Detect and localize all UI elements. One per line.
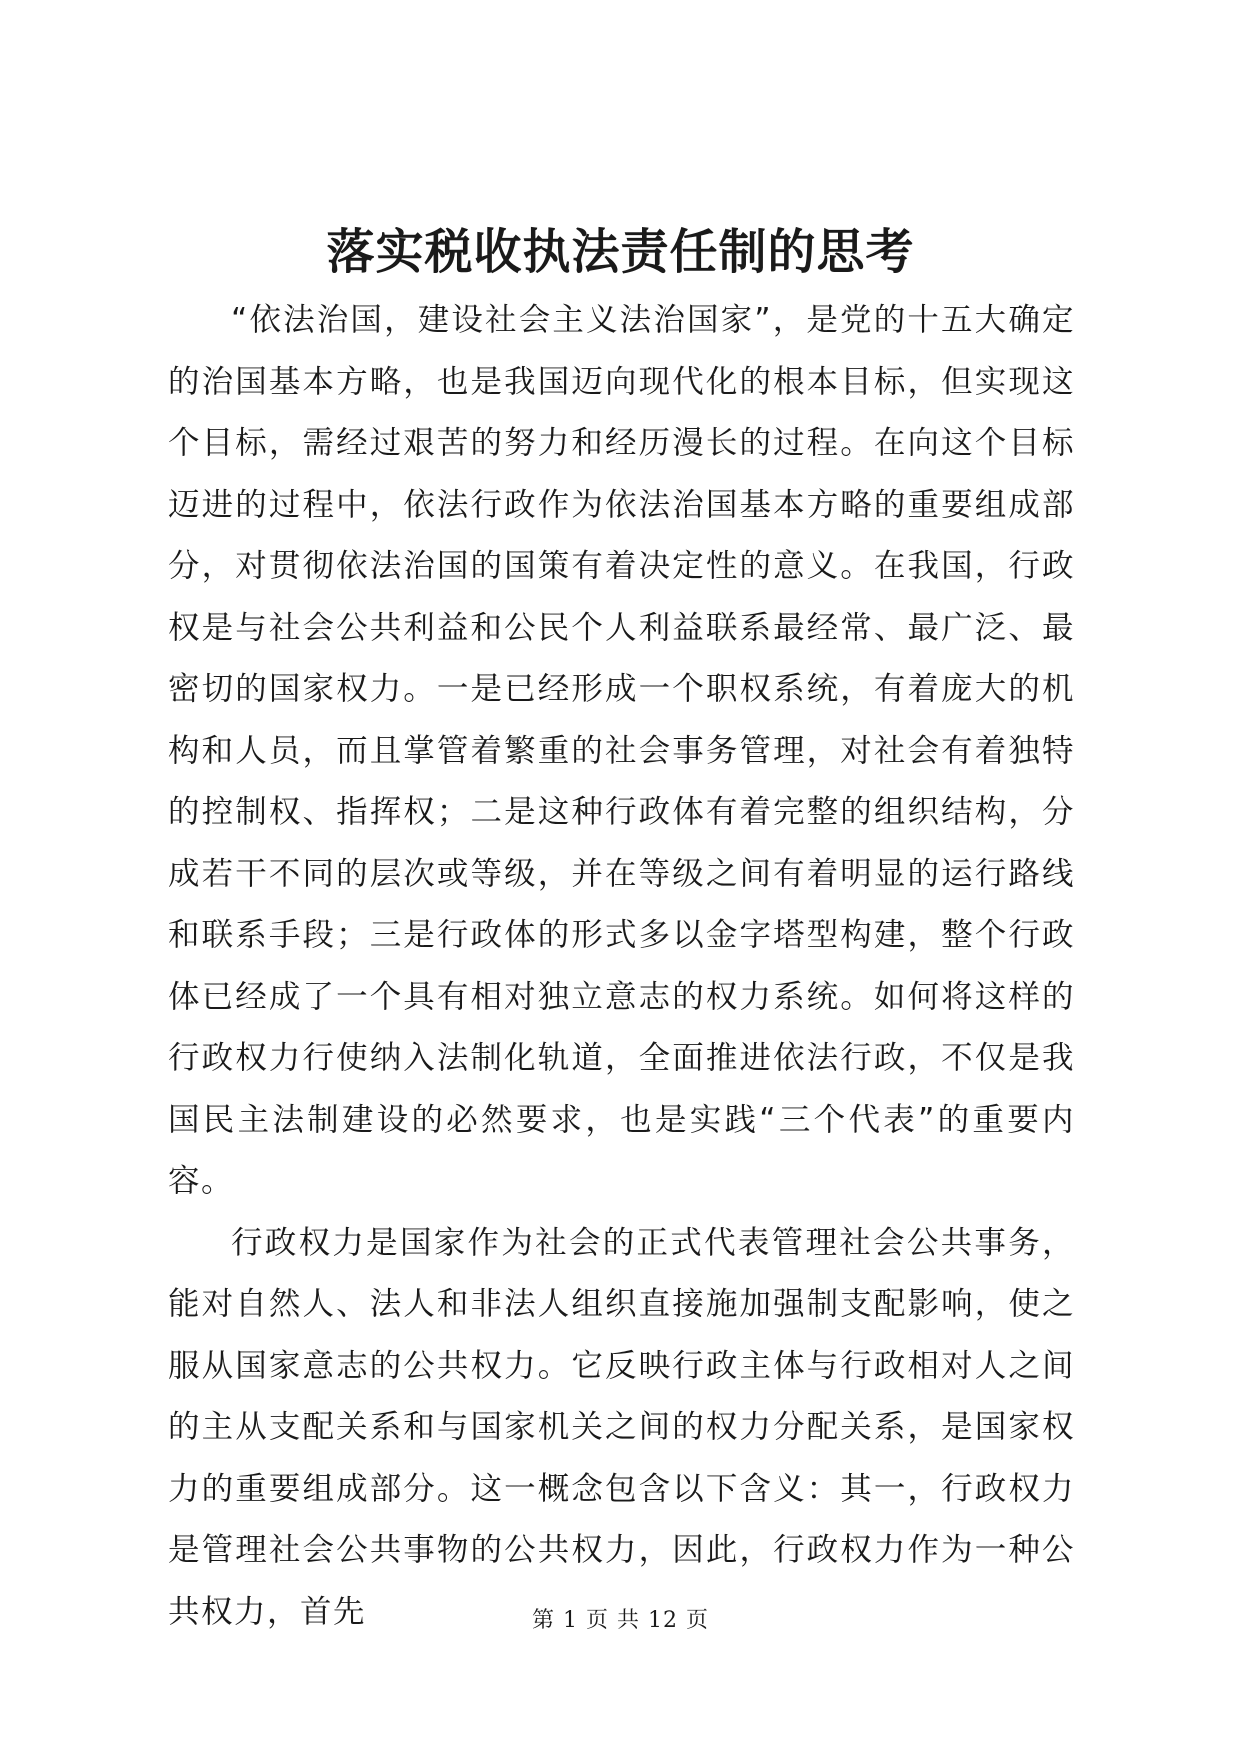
document-body	[168, 290, 1075, 1643]
body-paragraph-2: 行政权力是国家作为社会的正式代表管理社会公共事务，能对自然人、法人和非法人组织直接施加强制支配影响，使之服从国家意志的公共权力。它反映行政主体与行政相对人之间的主从支配关系和与国家机关之间的权力分配关系，是国家权力的重要组成部分。这一概念包含以下含义：其一，行政权力是管理社会公共事物的公共权力，因此，行政权力作为一种公共权力，首先	[168, 1224, 1075, 1630]
page-footer: 第 1 页 共 12 页	[532, 1608, 709, 1633]
document-title: 落实税收执法责任制的思考	[326, 224, 915, 280]
body-paragraph-1: “依法治国，建设社会主义法治国家”，是党的十五大确定的治国基本方略，也是我国迈向现代化的根本目标，但实现这个目标，需经过艰苦的努力和经历漫长的过程。在向这个目标迈进的过程中，依法行政作为依法治国基本方略的重要组成部分，对贯彻依法治国的国策有着决定性的意义。在我国，行政权是与社会公共利益和公民个人利益联系最经常、最广泛、最密切的国家权力。一是已经形成一个职权系统，有着庞大的机构和人员，而且掌管着繁重的社会事务管理，对社会有着独特的控制权、指挥权；二是这种行政体有着完整的组织结构，分成若干不同的层次或等级，并在等级之间有着明显的运行路线和联系手段；三是行政体的形式多以金字塔型构建，整个行政体已经成了一个具有相对独立意志的权力系统。如何将这样的行政权力行使纳入法制化轨道，全面推进依法行政，不仅是我国民主法制建设的必然要求，也是实践“三个代表”的重要内容。	[168, 302, 1075, 1199]
